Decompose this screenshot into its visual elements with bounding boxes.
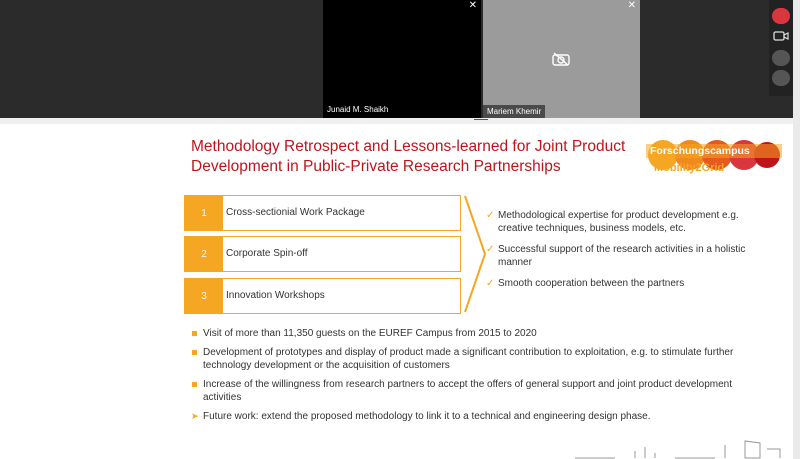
finding-text: Development of prototypes and display of product made a significant contribution to exploitation, e.g. to stimulate further technology development or the acquisition of customers — [203, 347, 734, 371]
participant-name: Mariem Khemir — [483, 105, 545, 118]
finding-text: Increase of the willingness from research partners to accept the offers of general support and joint product development activities — [203, 379, 733, 403]
approach-box — [184, 236, 461, 272]
close-icon[interactable]: ✕ — [468, 0, 477, 11]
box-number: 1 — [185, 196, 223, 230]
screen-share-icon[interactable] — [772, 70, 790, 86]
result-text: Methodological expertise for product development e.g. creative techniques, business models, etc. — [498, 210, 739, 234]
slide-margin-right — [785, 124, 793, 459]
participant-name: Junaid M. Shaikh — [327, 105, 389, 114]
camera-off-icon — [552, 52, 570, 66]
side-panel-edge — [793, 0, 800, 459]
result-text: Successful support of the research activities in a holistic manner — [498, 244, 746, 268]
result-item — [486, 209, 776, 235]
camera-icon[interactable] — [772, 28, 790, 44]
box-number: 3 — [185, 279, 223, 313]
box-label: Innovation Workshops — [226, 290, 325, 301]
slide-margin-left — [0, 124, 170, 459]
finding-item — [191, 346, 771, 372]
check-icon: ✓ — [486, 210, 495, 221]
participant-tile[interactable] — [483, 0, 640, 118]
slide-title — [191, 137, 641, 177]
video-strip — [0, 0, 800, 118]
arrow-right-icon: ➤ — [191, 411, 199, 421]
participant-tile[interactable] — [323, 0, 481, 118]
forschungscampus-logo — [646, 139, 782, 181]
bullet-icon — [192, 350, 197, 355]
meeting-controls — [769, 0, 793, 96]
result-item — [486, 243, 776, 269]
results-list — [486, 209, 776, 298]
finding-item — [191, 378, 771, 404]
future-work-item — [191, 410, 771, 423]
logo-banner: Forschungscampus — [650, 145, 750, 157]
findings-list — [191, 327, 771, 429]
approach-box — [184, 278, 461, 314]
campus-sketch-illustration — [575, 437, 785, 459]
result-text: Smooth cooperation between the partners — [498, 278, 685, 289]
future-work-text: Future work: extend the proposed methodology to link it to a technical and engineering design phase. — [203, 411, 651, 422]
check-icon: ✓ — [486, 278, 495, 289]
arrow-right-icon — [464, 195, 486, 313]
microphone-icon[interactable] — [772, 8, 790, 24]
slide-title-line: Methodology Retrospect and Lessons-learned for Joint Product — [191, 138, 626, 155]
approach-box — [184, 195, 461, 231]
finding-item — [191, 327, 771, 340]
slide-title-line: Development in Public-Private Research Partnerships — [191, 158, 561, 175]
box-label: Cross-sectionial Work Package — [226, 207, 365, 218]
box-number: 2 — [185, 237, 223, 271]
check-icon: ✓ — [486, 244, 495, 255]
logo-subtitle: Mobility2Grid — [654, 162, 725, 174]
chat-icon[interactable] — [772, 50, 790, 66]
bullet-icon — [192, 382, 197, 387]
result-item — [486, 277, 776, 290]
presentation-slide — [170, 124, 785, 459]
box-label: Corporate Spin-off — [226, 248, 308, 259]
finding-text: Visit of more than 11,350 guests on the EUREF Campus from 2015 to 2020 — [203, 328, 537, 339]
bullet-icon — [192, 331, 197, 336]
close-icon[interactable]: ✕ — [627, 0, 636, 11]
